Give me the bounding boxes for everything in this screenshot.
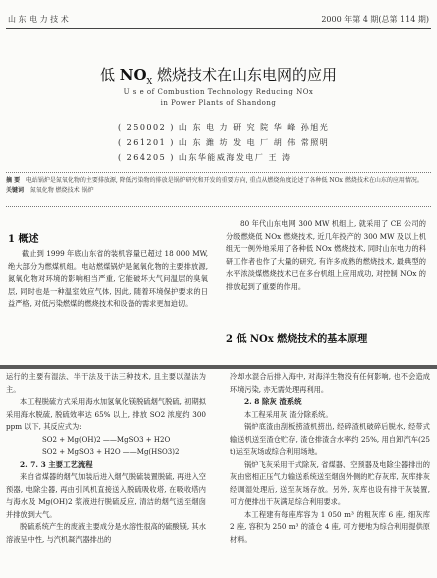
abstract — [6, 176, 431, 196]
english-title-line1: U s e of Combustion Technology Reducing NOx — [123, 88, 314, 96]
page-bottom — [0, 369, 437, 578]
paragraph: 冷却水混合后排入海中, 对海洋生物没有任何影响, 也不会造成环境污染, 亦无需处理再利用。 — [230, 372, 430, 394]
paragraph: 截止到 1999 年底山东省的装机容量已超过 18 000 MW, 绝大部分为燃煤机组。电站燃煤锅炉是氮氧化物的主要排放源, 氮氧化物对环境的影响相当严重, 它能破坏大气问温层的臭氧层, 同时也是一种温室效应气体, 因此, 随着环境保护要求的日益严格, 对低污染燃煤的燃烧技术和设备的需求更加迫切。 — [8, 249, 208, 308]
paragraph: 本工程脱硫方式采用海水加氢氧化镁脱硫烟气脱硫, 初期拟采用海水脱硫, 脱硫效率达 65% 以上, 排放 SO2 浓度约 300 ppm 以下, 其反应式为: — [6, 397, 206, 431]
paragraph: 运行的主要有湿法、半干法及干法三种技术, 且主要以湿法为主。 — [6, 372, 206, 394]
equation-2: SO2 + MgSO3 + H2O ——Mg(HSO3)2 — [42, 448, 180, 456]
subsection-2-7-3: 2. 7. 3 主要工艺流程 — [20, 459, 93, 469]
paragraph: 脱硫系统产生的废液主要成分是水溶性很高的硫酸镁, 其水溶液呈中性, 与汽机凝汽器排出的 — [6, 522, 206, 544]
affiliation-1: ( 250002 ) 山 东 电 力 研 究 院 华 峰 孙旭光 — [118, 123, 330, 132]
paragraph: 锅炉底渣由刮板捞渣机捞出, 经碎渣机破碎后脱水, 经带式输送机送至渣仓贮存, 渣仓排渣含水率约 25%, 用自卸汽车(25 t)运至灰场或综合利用场地。 — [230, 422, 430, 456]
paragraph: 来自省煤器的烟气加装后进入烟气脱硫装置脱硫, 再进入空预器, 电除尘器, 再由引风机直接送入脱硫吸收塔, 在吸收塔内与海水及 Mg(OH)2 浆液进行脱硫反应, 清洁的烟气送至烟囱并排放到大气。 — [6, 472, 206, 519]
abstract-end-rule — [6, 206, 431, 207]
keywords: 氮氧化物 燃烧技术 锅炉 — [29, 187, 94, 194]
right-column-2 — [230, 371, 430, 546]
paragraph: 锅炉飞灰采用干式除灰, 省煤器、空预器及电除尘器排出的灰由密相正压气力输送系统送至烟囱外侧的贮存灰库, 灰库排灰经调湿处理后, 送至灰场存放。另外, 灰库也设有排干灰装置, 可方便排出干灰满足综合利用要求。 — [230, 459, 430, 506]
header-rule — [6, 28, 431, 29]
subsection-2-8: 2. 8 除灰 渣系统 — [244, 397, 302, 406]
left-column — [8, 248, 208, 311]
left-column-2 — [6, 371, 206, 546]
right-column — [226, 218, 426, 293]
section-2-heading: 2 低 NOx 燃烧技术的基本原理 — [226, 334, 368, 345]
english-title-line2: in Power Plants of Shandong — [160, 99, 277, 107]
abstract-text: 电站锅炉是氮氧化物的主要排放源, 降低污染物的排放是锅炉研究和开发的重要方向, 重点从燃烧角度论述了各种低 NOx 燃烧技术在山东的应用情况。 — [25, 177, 423, 184]
affiliation-3: ( 264205 ) 山东华能威海发电厂 王 涛 — [118, 153, 292, 162]
paragraph: 80 年代山东电网 300 MW 机组上, 就采用了 CE 公司的分级燃烧低 NOx 燃烧技术, 近几年投产的 300 MW 及以上机组无一例外地采用了各种低 NOx 燃烧技术, 同时山东电力的科研工作者也作了大量的研究, 有许多成熟的燃烧技术, 最典型的水平浓淡煤燃烧技术已在多台机组上应用成功, 对控制 NOx 的排放起到了重要的作用。 — [226, 219, 426, 291]
paragraph: 本工程采用灰 渣分除系统。 — [244, 409, 333, 419]
issue-info: 2000 年第 4 期(总第 114 期) — [321, 15, 429, 24]
section-1-heading: 1 概述 — [8, 234, 39, 245]
paragraph: 本工程建有每座库容为 1 050 m³ 的粗灰库 6 座, 细灰库 2 座, 容积为 250 m³ 的渣仓 4 座, 可方便地为综合利用提供原材料。 — [230, 509, 430, 544]
paper-title: 低 $NO_X$ 燃烧技术在山东电网的应用 — [99, 66, 338, 86]
keywords-label: 关键词 — [6, 187, 25, 194]
abstract-label: 摘 要 — [6, 177, 21, 184]
affiliation-2: ( 261201 ) 山 东 潍 坊 发 电 厂 胡 伟 常照明 — [118, 138, 330, 147]
abstract-rule — [6, 172, 431, 173]
equation-1: SO2 + Mg(OH)2 ——MgSO3 + H2O — [42, 435, 171, 444]
journal-name: 山 东 电 力 技 术 — [8, 15, 69, 24]
